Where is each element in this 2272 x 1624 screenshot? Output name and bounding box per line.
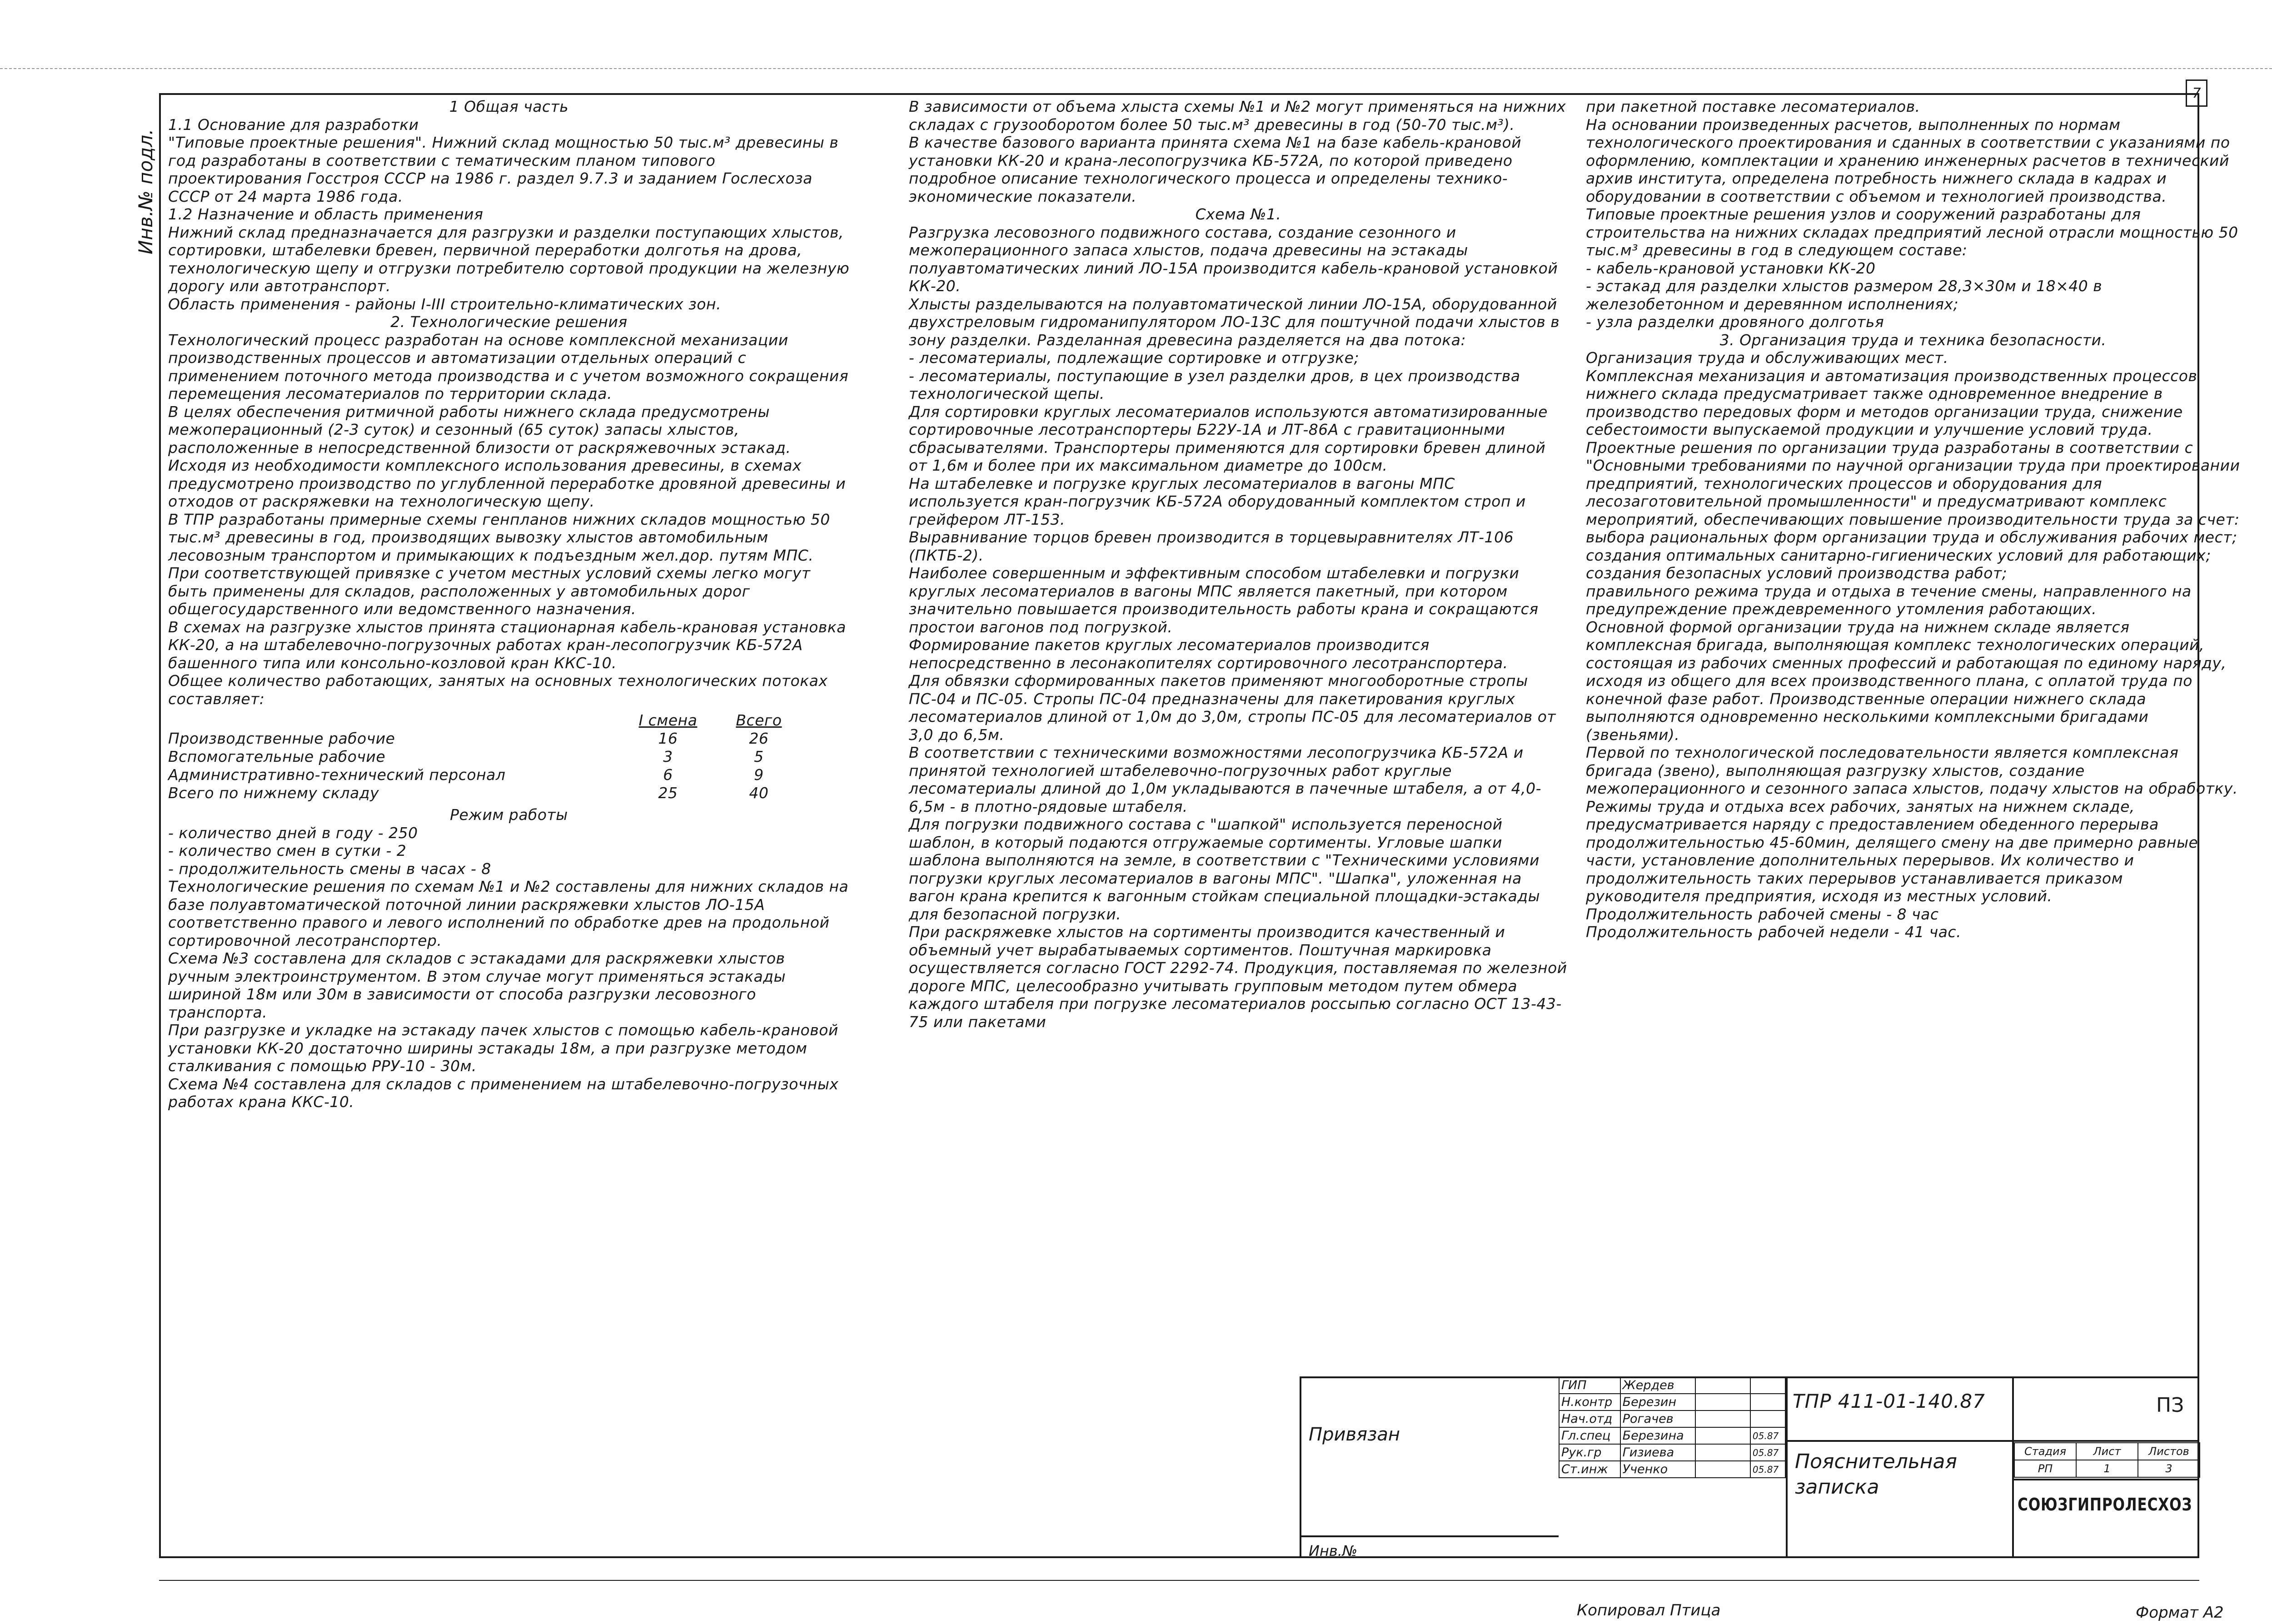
paragraph: 1.2 Назначение и область применения [168,205,483,223]
signature-mark [1695,1377,1750,1394]
paragraph: правильного режима труда и отдыха в течение смены, направленного на предупреждение преждевременного утомления работающих. [1586,582,2197,618]
paragraph: создания безопасных условий производства работ; [1586,564,2008,582]
paragraph: При соответствующей привязке с учетом местных условий схемы легко могут быть применены для складов, расположенных у автомобильных дорог общегосударственного или ведомственного назначения. [168,564,816,618]
staff-header-shift: I смена [638,711,698,730]
stage-sheet-header-row: Стадия Лист Листов [2014,1443,2200,1460]
paragraph: Технологический процесс разработан на основе комплексной механизации производственных процессов и автоматизации отдельных операций с применением поточного метода производства и с учетом возможного сокращения перемещения лесоматериалов по территории склада. [168,331,854,402]
signature-row: Ст.инж Ученко 05.87 [1559,1461,1785,1478]
staff-header-total: Всего [736,711,782,730]
paragraph: Схема №4 составлена для складов с применением на штабелевочно-погрузочных работах крана ККС-10. [168,1075,844,1111]
signature-row: Нач.отд Рогачев [1559,1410,1785,1427]
paragraph: Формирование пакетов круглых лесоматериалов производится непосредственно в лесонакопителях сортировочного лесотранспортера. [909,636,1508,672]
paragraph: - кабель-крановой установки КК-20 [1586,259,1876,277]
staff-row: Вспомогательные рабочие 3 5 [168,748,764,766]
copied-by-label: Копировал Птица [1577,1601,1721,1619]
paragraph: выбора рациональных форм организации труда и обслуживания рабочих мест; [1586,528,2237,546]
paragraph: Исходя из необходимости комплексного использования древесины, в схемах предусмотрено производство по углубленной переработке дровяной древесины и отходов от раскряжевки на технологическую щепу. [168,457,851,510]
staff-row: Всего по нижнему складу 25 40 [168,784,769,802]
paragraph: Схема №3 составлена для складов с эстакадами для раскряжевки хлыстов ручным электроинструментом. В этом случае могут применяться эстакады шириной 18м или 30м в зависимости от способа разгрузки лесовозного транспорта. [168,949,791,1021]
paragraph: Типовые проектные решения узлов и сооружений разработаны для строительства на нижних складах предприятий лесной отрасли мощностью 50 тыс.м³ древесины в год в следующем составе: [1586,205,2243,259]
paragraph: В схемах на разгрузке хлыстов принята стационарная кабель-крановая установка КК-20, а на штабелевочно-погрузочных работах кран-лесопогрузчик КБ-572А башенного типа или консольно-козловой кран ККС-10. [168,618,852,672]
signature-mark [1695,1394,1750,1410]
paragraph: В зависимости от объема хлыста схемы №1 и №2 могут применяться на нижних складах с грузооборотом более 50 тыс.м³ древесины в год (50-70 тыс.м³). [909,98,1571,134]
staff-row: Административно-технический персонал 6 9 [168,766,764,784]
paragraph: - количество дней в году - 250 [168,824,418,842]
signature-mark [1695,1444,1750,1461]
signature-row: Гл.спец Березина 05.87 [1559,1427,1785,1444]
text-column-1 [168,98,855,1111]
privyazan-label: Привязан [1309,1424,1400,1445]
paragraph: - эстакад для разделки хлыстов размером 28,3×30м и 18×40 в железобетонном и деревянном исполнениях; [1586,277,2108,313]
title-block-divider [1786,1440,2199,1442]
paragraph: Область применения - районы I-III строительно-климатических зон. [168,295,722,313]
signature-mark [1695,1427,1750,1444]
paragraph: Нижний склад предназначается для разгрузки и разделки поступающих хлыстов, сортировки, штабелевки бревен, первичной переработки долготья на дрова, технологическую щепу и отгрузки потребителю сортовой продукции на железную дорогу или автотранспорт. [168,223,855,295]
signature-mark [1695,1410,1750,1427]
paragraph: - лесоматериалы, подлежащие сортировке и отгрузке; [909,349,1360,367]
signature-mark [1695,1461,1750,1478]
paragraph: Основной формой организации труда на нижнем складе является комплексная бригада, выполняющая комплекс технологических операций, состоящая из рабочих сменных профессий и работающая по единому наряду, исходя из общего для всех производственного плана, с оплатой труда по конечной фазе работ. Производственные операции нижнего склада выполняются одновременно несколькими комплексными бригадами (звеньями). [1586,618,2232,744]
side-stamp: Инв.№ подл. [135,129,157,254]
paragraph: Наиболее совершенным и эффективным способом штабелевки и погрузки круглых лесоматериалов в вагоны МПС является пакетный, при котором значительно повышается производительность работы крана и сокращаются простои вагонов под погрузкой. [909,564,1544,636]
paragraph: Для обвязки сформированных пакетов применяют многооборотные стропы ПС-04 и ПС-05. Стропы ПС-04 предназначены для пакетирования круглых лесоматериалов длиной от 1,0м до 3,0м, стропы ПС-05 для лесоматериалов от 3,0 до 6,5м. [909,672,1561,744]
paragraph: Организация труда и обслуживающих мест. [1586,349,1948,367]
column-1-paragraphs [168,98,855,708]
paragraph: Общее количество работающих, занятых на основных технологических потоках составляет: [168,672,833,708]
stage-sheet-value-row: РП 1 3 [2014,1460,2200,1477]
organization-name: СОЮЗГИПРОЛЕСХОЗ [2018,1495,2192,1515]
paragraph: Выравнивание торцов бревен производится в торцевыравнителях ЛТ-106 (ПКТБ-2). [909,528,1519,564]
signature-row: Н.контр Березин [1559,1394,1785,1410]
document-title: Пояснительная записка [1795,1450,1957,1499]
paragraph: - узла разделки дровяного долготья [1586,313,1884,331]
paragraph: - количество смен в сутки - 2 [168,842,407,859]
paragraph: На штабелевке и погрузке круглых лесоматериалов в вагоны МПС используется кран-погрузчик КБ-572А оборудованный комплектом строп и грейфером ЛТ-153. [909,474,1531,528]
stage-mark: ПЗ [2156,1394,2184,1417]
stage-sheet-grid [2014,1442,2200,1478]
corner-sheet-number: 7 [2186,79,2207,107]
paragraph: - лесоматериалы, поступающие в узел разделки дров, в цех производства технологической щепы. [909,367,1525,402]
paragraph: Разгрузка лесовозного подвижного состава, создание сезонного и межоперационного запаса хлыстов, подача древесины на эстакады полуавтоматических линий ЛО-15А производится кабель-крановой установкой КК-20. [909,223,1563,295]
staff-row: Производственные рабочие 16 26 [168,730,769,748]
paragraph: В целях обеспечения ритмичной работы нижнего склада предусмотрены межоперационный (2-3 суток) и сезонный (65 суток) запасы хлыстов, расположенные в непосредственной близости от раскряжевочных эстакад. [168,402,791,457]
paragraph: Схема №1. [1195,205,1281,223]
paragraph: Режим работы [450,806,568,824]
title-block-divider [2012,1479,2199,1480]
text-column-3 [1586,98,2245,941]
column-1-paragraphs-continued [168,806,854,1111]
paragraph: Технологические решения по схемам №1 и №2 составлены для нижних складов на базе полуавтоматической поточной линии раскряжевки хлыстов ЛО-15А соответственно правого и левого исполнений по обработке древ на продольной сортировочной лесотранспортер. [168,878,854,949]
paragraph: 1 Общая часть [449,98,569,115]
paragraph: Режимы труда и отдыха всех рабочих, занятых на нижнем складе, предусматривается наряду с предоставлением обеденного перерыва продолжительностью 45-60мин, делящего смену на две примерно равные части, установление дополнительных перерывов. Их количество и продолжительность таких перерывов устанавливается приказом руководителя предприятия, исходя из местных условий. [1586,797,2203,905]
paragraph: 3. Организация труда и техника безопасности. [1719,331,2107,349]
paragraph: Хлысты разделываются на полуавтоматической линии ЛО-15А, оборудованной двухстреловым гидроманипулятором ЛО-13С для поштучной подачи хлыстов в зону разделки. Разделанная древесина разделяется на два потока: [909,295,1565,349]
signature-row: Рук.гр Гизиева 05.87 [1559,1444,1785,1461]
paragraph: "Типовые проектные решения". Нижний склад мощностью 50 тыс.м³ древесины в год разработаны в соответствии с тематическим планом типового проектирования Госстроя СССР на 1986 г. раздел 9.7.3 и заданием Гослесхоза СССР от 24 марта 1986 года. [168,134,844,205]
paragraph: при пакетной поставке лесоматериалов. [1586,98,1920,115]
paragraph: Проектные решения по организации труда разработаны в соответствии с "Основными требованиями по научной организации труда при проектировании предприятий, технологических процессов и оборудования для лесозаготовительной промышленности" и предусматривают комплекс мероприятий, обеспечивающих повышение производительности труда за счет: [1586,438,2245,528]
paragraph: Комплексная механизация и автоматизация производственных процессов нижнего склада предусматривает также одновременное внедрение в производство передовых форм и методов организации труда, снижение себестоимости выпускаемой продукции и улучшение условий труда. [1586,367,2202,438]
column-2-paragraphs [909,98,1572,1031]
format-label: Формат А2 [2136,1604,2224,1622]
paragraph: При разгрузке и укладке на эстакаду пачек хлыстов с помощью кабель-крановой установки КК-20 достаточно ширины эстакады 18м, а при разгрузке методом сталкивания с помощью РРУ-10 - 30м. [168,1021,843,1075]
staff-table-header [168,711,804,730]
footer-rule [159,1580,2199,1581]
top-rule [0,68,2272,69]
paragraph: Первой по технологической последовательности является комплексная бригада (звено), выполняющая разгрузку хлыстов, создание межоперационного и сезонного запаса хлыстов, подачу хлыстов на обработку. [1586,744,2238,797]
paragraph: 2. Технологические решения [390,313,628,331]
title-block-divider [1300,1535,1559,1537]
paragraph: Продолжительность рабочей недели - 41 час. [1586,923,1962,941]
title-block-divider [1786,1376,1788,1558]
paragraph: В ТПР разработаны примерные схемы генпланов нижних складов мощностью 50 тыс.м³ древесины в год, производящих вывозку хлыстов автомобильным лесовозным транспортом и примыкающих к подъездным жел.дор. путям МПС. [168,510,835,564]
paragraph: Продолжительность рабочей смены - 8 час [1586,905,1939,923]
paragraph: Для сортировки круглых лесоматериалов используются автоматизированные сортировочные лесотранспортеры Б22У-1А и ЛТ-86А с гравитационными сбрасывателями. Транспортеры применяются для сортировки бревен длиной от 1,6м и более при их максимальном диаметре до 100см. [909,402,1553,474]
paragraph: На основании произведенных расчетов, выполненных по нормам технологического проектирования и сданных в соответствии с указаниями по оформлению, комплектации и хранению инженерных расчетов в технический архив института, определена потребность нижнего склада в кадрах и оборудовании в соответствии с объемом и технологией производства. [1586,115,2235,205]
column-3-paragraphs [1586,98,2245,941]
paragraph: создания оптимальных санитарно-гигиенических условий для работающих; [1586,546,2211,564]
document-code: ТПР 411-01-140.87 [1793,1390,1985,1412]
paragraph: В соответствии с техническими возможностями лесопогрузчика КБ-572А и принятой технологией штабелевочно-погрузочных работ круглые лесоматериалы длиной до 1,0м укладываются в пачечные штабеля, а от 4,0-6,5м - в плотно-рядовые штабеля. [909,744,1542,815]
paragraph: - продолжительность смены в часах - 8 [168,859,491,878]
paragraph: 1.1 Основание для разработки [168,115,419,134]
inventory-number-label: Инв.№ [1309,1542,1358,1559]
paragraph: Для погрузки подвижного состава с "шапкой" используется переносной шаблон, в который подаются отгружаемые сортименты. Угловые шапки шаблона выполняются на земле, в соответствии с "Техническими условиями погрузки круглых лесоматериалов в вагоны МПС". "Шапка", уложенная на вагон крана крепится к вагонным стойкам специальной площадки-эстакады для безопасной погрузки. [909,815,1545,923]
paragraph: При раскряжевке хлыстов на сортименты производится качественный и объемный учет вырабатываемых сортиментов. Поштучная маркировка осуществляется согласно ГОСТ 2292-74. Продукция, поставляемая по железной дороге МПС, целесообразно учитывать групповым методом путем обмера каждого штабеля при погрузке лесоматериалов россыпью согласно ОСТ 13-43-75 или пакетами [909,923,1572,1031]
signature-grid [1559,1376,1786,1478]
signature-row: ГИП Жердев [1559,1377,1785,1394]
text-column-2 [909,98,1572,1031]
staff-table [168,711,804,802]
paragraph: В качестве базового варианта принята схема №1 на базе кабель-крановой установки КК-20 и крана-лесопогрузчика КБ-572А, по которой приведено подробное описание технологического процесса и определены технико-экономические показатели. [909,134,1527,205]
